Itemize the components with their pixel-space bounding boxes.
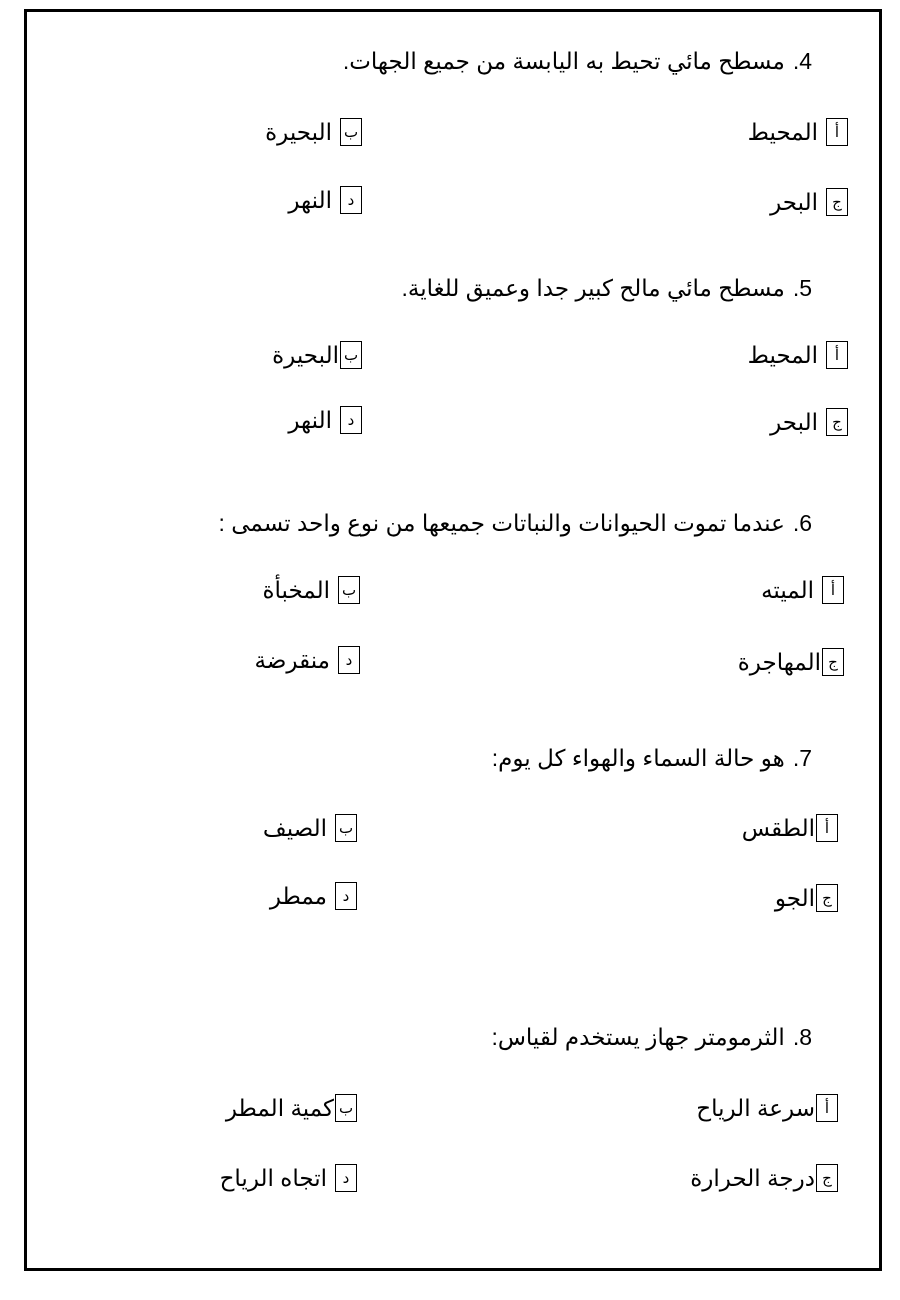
- q4-option-b[interactable]: [265, 118, 362, 146]
- q7-option-b[interactable]: [263, 814, 357, 842]
- q5-option-c[interactable]: [770, 408, 848, 436]
- question-text: الثرمومتر جهاز يستخدم لقياس:: [491, 1024, 785, 1050]
- option-letter: ج: [822, 648, 844, 676]
- question-number: 4.: [792, 48, 812, 74]
- option-letter: ب: [338, 576, 360, 604]
- page-border: [24, 9, 882, 1271]
- option-text: ممطر: [269, 882, 327, 909]
- question-text: مسطح مائي مالح كبير جدا وعميق للغاية.: [401, 275, 785, 301]
- option-letter: ج: [826, 188, 848, 216]
- option-text: المهاجرة: [737, 648, 821, 675]
- question-8: [491, 1024, 812, 1051]
- option-text: الصيف: [262, 814, 327, 841]
- q5-option-b[interactable]: [272, 341, 362, 369]
- option-letter: د: [335, 882, 357, 910]
- option-text: النهر: [288, 406, 332, 433]
- q6-option-a[interactable]: [761, 576, 844, 604]
- option-letter: أ: [822, 576, 844, 604]
- option-text: سرعة الرياح: [696, 1094, 815, 1121]
- option-letter: ب: [335, 814, 357, 842]
- q8-option-b[interactable]: [226, 1094, 357, 1122]
- q5-option-d[interactable]: [288, 406, 362, 434]
- q8-option-d[interactable]: [220, 1164, 357, 1192]
- q4-option-c[interactable]: [770, 188, 848, 216]
- option-letter: ب: [335, 1094, 357, 1122]
- option-text: اتجاه الرياح: [219, 1164, 327, 1191]
- q7-option-a[interactable]: [742, 814, 838, 842]
- option-letter: ج: [826, 408, 848, 436]
- question-number: 6.: [792, 510, 812, 536]
- question-text: مسطح مائي تحيط به اليابسة من جميع الجهات.: [342, 48, 785, 74]
- option-letter: ج: [816, 1164, 838, 1192]
- option-text: المحيط: [747, 118, 818, 145]
- option-letter: د: [340, 406, 362, 434]
- question-number: 8.: [792, 1024, 812, 1050]
- q4-option-a[interactable]: [748, 118, 848, 146]
- q7-option-c[interactable]: [775, 884, 838, 912]
- q4-option-d[interactable]: [288, 186, 362, 214]
- option-text: البحيرة: [265, 118, 332, 145]
- option-text: المحيط: [747, 341, 818, 368]
- option-letter: د: [338, 646, 360, 674]
- option-text: النهر: [288, 186, 332, 213]
- option-text: منقرضة: [254, 646, 330, 673]
- option-text: الميته: [761, 576, 814, 603]
- q6-option-b[interactable]: [262, 576, 360, 604]
- q6-option-d[interactable]: [255, 646, 360, 674]
- option-text: البحر: [770, 408, 818, 435]
- question-7: [492, 745, 812, 772]
- option-text: الجو: [774, 884, 815, 911]
- option-text: البحر: [770, 188, 818, 215]
- option-letter: ب: [340, 341, 362, 369]
- question-4: [343, 48, 812, 75]
- q8-option-a[interactable]: [696, 1094, 838, 1122]
- option-letter: أ: [816, 1094, 838, 1122]
- question-number: 5.: [792, 275, 812, 301]
- question-number: 7.: [792, 745, 812, 771]
- option-letter: د: [340, 186, 362, 214]
- option-text: درجة الحرارة: [690, 1164, 815, 1191]
- q7-option-d[interactable]: [270, 882, 357, 910]
- question-text: هو حالة السماء والهواء كل يوم:: [491, 745, 785, 771]
- question-6: [218, 510, 812, 537]
- option-letter: ج: [816, 884, 838, 912]
- option-text: البحيرة: [272, 341, 339, 368]
- option-letter: ب: [340, 118, 362, 146]
- question-text: عندما تموت الحيوانات والنباتات جميعها من نوع واحد تسمى :: [218, 510, 785, 536]
- q6-option-c[interactable]: [738, 648, 844, 676]
- option-letter: أ: [816, 814, 838, 842]
- option-letter: د: [335, 1164, 357, 1192]
- question-5: [402, 275, 812, 302]
- option-text: كمية المطر: [225, 1094, 334, 1121]
- q5-option-a[interactable]: [748, 341, 848, 369]
- option-text: الطقس: [741, 814, 815, 841]
- option-text: المخبأة: [262, 576, 330, 603]
- option-letter: أ: [826, 341, 848, 369]
- option-letter: أ: [826, 118, 848, 146]
- q8-option-c[interactable]: [690, 1164, 838, 1192]
